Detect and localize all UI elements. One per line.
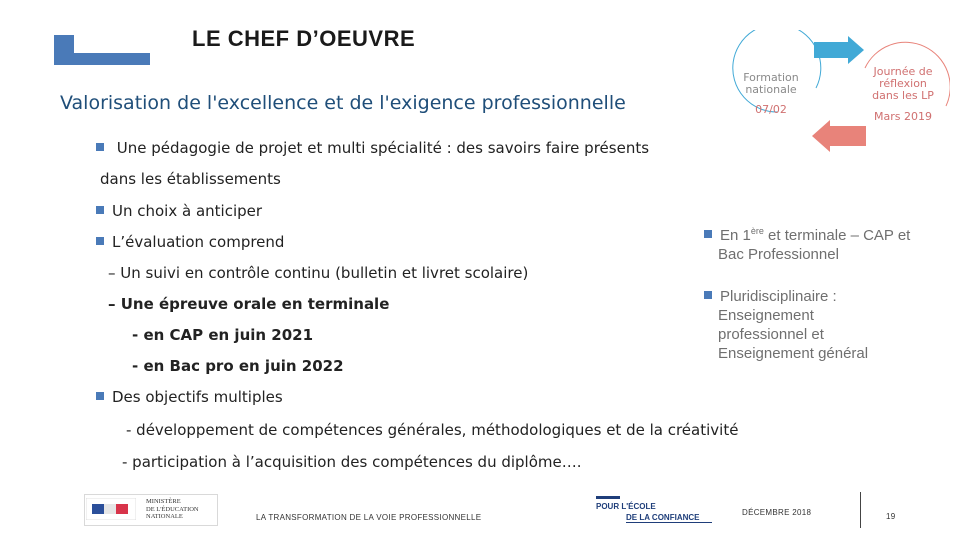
cycle-right-label: Journée de réflexion dans les LP bbox=[872, 65, 934, 102]
page-number: 19 bbox=[886, 512, 896, 521]
r2-line3: professionnel et bbox=[718, 326, 824, 343]
right-bullet-pluridisciplinaire bbox=[704, 287, 944, 363]
bullet-square-icon bbox=[96, 392, 104, 400]
sub-bac: - en Bac pro en juin 2022 bbox=[132, 357, 344, 375]
ministry-line2: DE L'ÉDUCATION bbox=[146, 505, 199, 513]
footer-divider bbox=[860, 492, 861, 528]
footer-date: DÉCEMBRE 2018 bbox=[742, 508, 812, 517]
sub-participation: - participation à l’acquisition des compétences du diplôme…. bbox=[122, 453, 582, 471]
cycle-right-date: Mars 2019 bbox=[874, 110, 932, 123]
bullet-evaluation bbox=[96, 233, 284, 251]
ecole-line1: POUR L'ÉCOLE bbox=[596, 502, 656, 511]
r1-post: et terminale – CAP et bbox=[763, 227, 911, 244]
arrow-left-icon bbox=[812, 120, 866, 152]
cycle-left-label: Formation nationale bbox=[743, 71, 799, 96]
arrow-right-icon bbox=[814, 36, 864, 64]
bullet-square-icon bbox=[704, 291, 712, 299]
footer-center-text: LA TRANSFORMATION DE LA VOIE PROFESSIONNELLE bbox=[256, 513, 482, 522]
bullet-square-icon bbox=[704, 230, 712, 238]
page-title: LE CHEF D’OEUVRE bbox=[192, 26, 416, 51]
ecole-line2: DE LA CONFIANCE bbox=[626, 513, 700, 522]
r2-line1: Pluridisciplinaire : bbox=[720, 288, 837, 305]
bullet-text: Un choix à anticiper bbox=[112, 202, 263, 220]
bullet-square-icon bbox=[96, 237, 104, 245]
bullet-choix bbox=[96, 202, 262, 220]
ministry-line3: NATIONALE bbox=[146, 513, 183, 520]
r1-pre: En 1 bbox=[720, 227, 751, 244]
bullet-text: Une pédagogie de projet et multi spécialité : des savoirs faire présents bbox=[116, 139, 650, 157]
r1-sup: ère bbox=[750, 226, 764, 236]
page-subtitle: Valorisation de l'excellence et de l'exigence professionnelle bbox=[60, 92, 626, 114]
sub-epreuve: – Une épreuve orale en terminale bbox=[108, 295, 390, 313]
right-bullet-en-premiere bbox=[704, 222, 944, 264]
bullet-square-icon bbox=[96, 206, 104, 214]
r2-line4: Enseignement général bbox=[718, 345, 869, 362]
cycle-left-date: 07/02 bbox=[755, 103, 787, 116]
ministry-line1: MINISTÈRE bbox=[146, 498, 181, 505]
title-corner-mark bbox=[54, 35, 150, 65]
sub-cap: - en CAP en juin 2021 bbox=[132, 326, 314, 344]
r2-line2: Enseignement bbox=[718, 307, 814, 324]
bullet-pedagogie-cont: dans les établissements bbox=[100, 170, 281, 188]
r1-line2: Bac Professionnel bbox=[718, 246, 839, 263]
sub-suivi: – Un suivi en contrôle continu (bulletin et livret scolaire) bbox=[108, 264, 529, 282]
bullet-text: Des objectifs multiples bbox=[112, 388, 283, 406]
bullet-square-icon bbox=[96, 143, 104, 151]
ministry-logo-frame bbox=[84, 494, 218, 526]
bullet-text: L’évaluation comprend bbox=[112, 233, 285, 251]
bullet-pedagogie bbox=[96, 139, 649, 157]
sub-developpement: - développement de compétences générales, méthodologiques et de la créativité bbox=[126, 421, 739, 439]
bullet-objectifs bbox=[96, 388, 283, 406]
ecole-confiance-logo bbox=[596, 496, 716, 522]
